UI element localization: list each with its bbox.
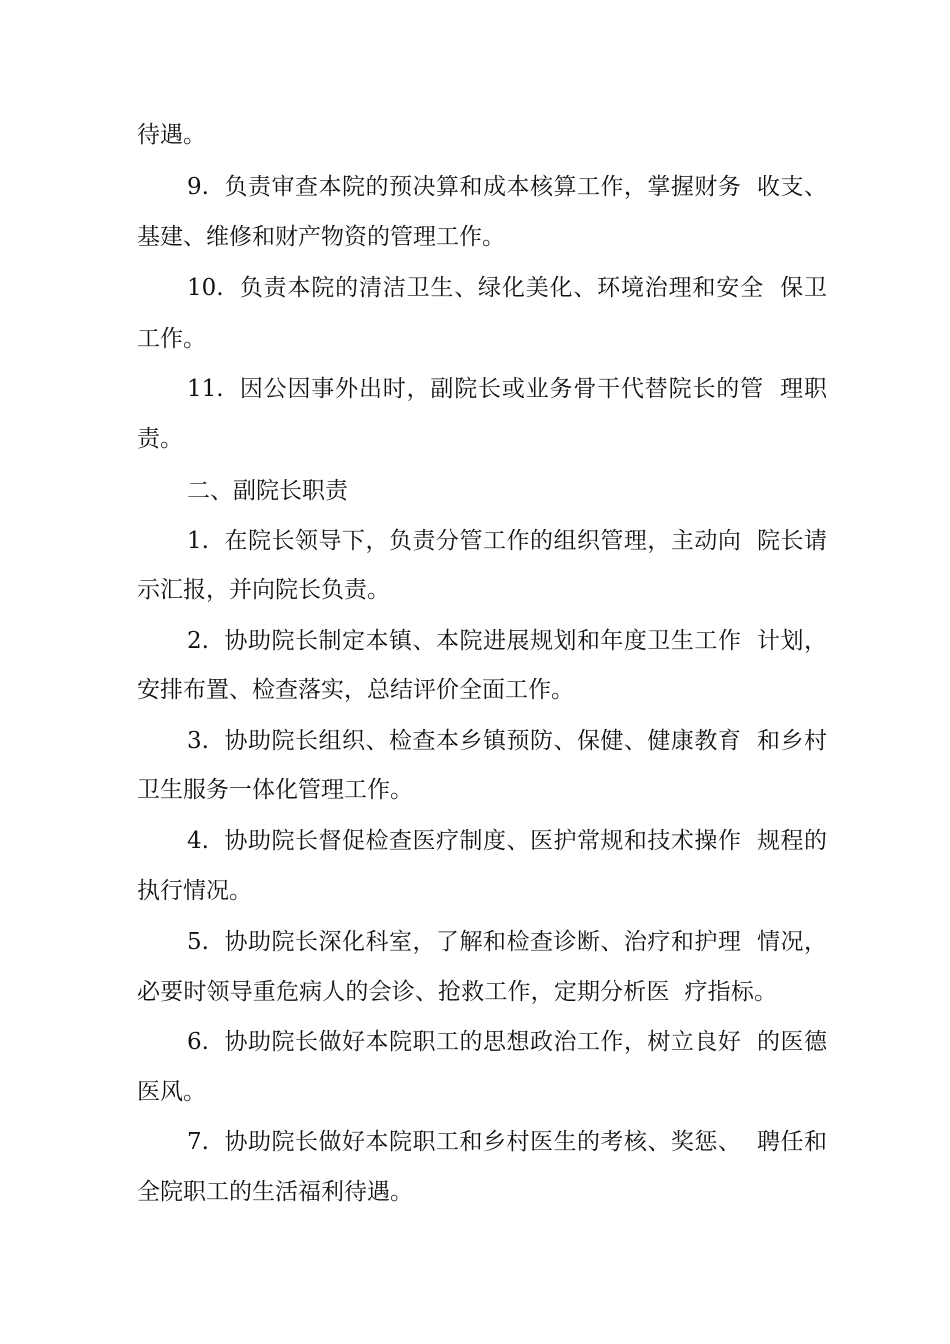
line-text: 全院职工的生活福利待遇。: [137, 1179, 413, 1205]
text-line: [0, 821, 950, 861]
line-text: 4. 协助院长督促检查医疗制度、医护常规和技术操作 规程的: [187, 828, 827, 854]
text-line: [0, 922, 950, 962]
line-text: 5. 协助院长深化科室，了解和检查诊断、治疗和护理 情况，: [187, 929, 827, 955]
text-line: [0, 972, 950, 1012]
line-text: 2. 协助院长制定本镇、本院进展规划和年度卫生工作 计划，: [187, 628, 827, 654]
line-text: 责。: [137, 426, 183, 452]
line-text: 3. 协助院长组织、检查本乡镇预防、保健、健康教育 和乡村: [187, 728, 827, 754]
text-line: [0, 1022, 950, 1062]
line-text: 二、副院长职责: [187, 478, 348, 504]
line-text: 执行情况。: [137, 878, 252, 904]
text-line: [0, 217, 950, 257]
line-text: 7. 协助院长做好本院职工和乡村医生的考核、奖惩、 聘任和: [187, 1129, 827, 1155]
line-text: 待遇。: [137, 122, 206, 148]
line-text: 11. 因公因事外出时，副院长或业务骨干代替院长的管 理职: [187, 376, 827, 402]
text-line: [0, 770, 950, 810]
section-heading: [0, 471, 950, 511]
text-line: [0, 268, 950, 308]
text-line: [0, 1122, 950, 1162]
line-text: 必要时领导重危病人的会诊、抢救工作，定期分析医 疗指标。: [137, 979, 777, 1005]
text-line: [0, 570, 950, 610]
text-line: [0, 1072, 950, 1112]
text-line: [0, 721, 950, 761]
line-text: 10. 负责本院的清洁卫生、绿化美化、环境治理和安全 保卫: [187, 275, 827, 301]
line-text: 基建、维修和财产物资的管理工作。: [137, 224, 505, 250]
line-text: 9. 负责审查本院的预决算和成本核算工作，掌握财务 收支、: [187, 174, 827, 200]
line-text: 安排布置、检查落实，总结评价全面工作。: [137, 677, 574, 703]
text-line: [0, 319, 950, 359]
text-line: [0, 670, 950, 710]
line-text: 工作。: [137, 326, 206, 352]
line-text: 6. 协助院长做好本院职工的思想政治工作，树立良好 的医德: [187, 1029, 827, 1055]
line-text: 卫生服务一体化管理工作。: [137, 777, 413, 803]
text-line: [0, 1172, 950, 1212]
text-line: [0, 871, 950, 911]
line-text: 1. 在院长领导下，负责分管工作的组织管理，主动向 院长请: [187, 528, 827, 554]
text-line: [0, 419, 950, 459]
text-line: [0, 521, 950, 561]
text-line: [0, 369, 950, 409]
text-line: [0, 167, 950, 207]
text-line: [0, 115, 950, 155]
text-line: [0, 621, 950, 661]
line-text: 医风。: [137, 1079, 206, 1105]
line-text: 示汇报，并向院长负责。: [137, 577, 390, 603]
